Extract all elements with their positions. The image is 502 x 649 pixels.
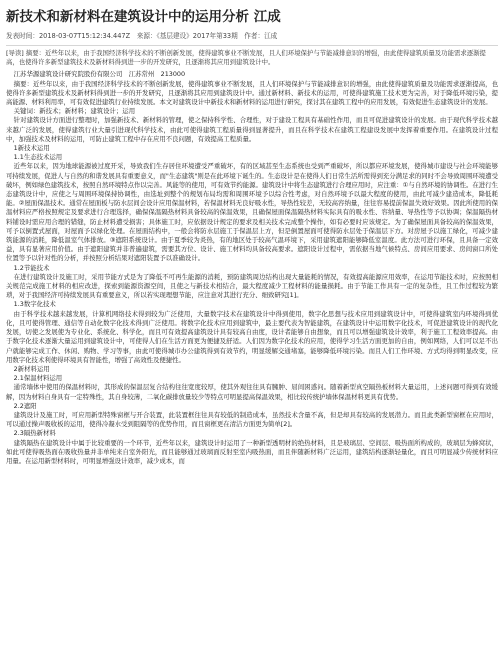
section-heading-2: 2新材料运用 [13,364,50,373]
intro-paragraph: 针对建筑设计方面进行整理时，加强新技术、新材料的管理，使之保持科学性、合理性，对于建设工程具有基础性作用，而且可促进建筑设计的发展。由于现代科学技术越来越广泛的发展，使得建筑行业大量引进现代科学技术，由此可使得建筑工程质量得到显著提升，而且在科学技术在建筑工程建设发展中发挥着重要作用。在建筑设计过程中，加强技术及材料的运用，可防止建筑工程中存在应用不良问题，有效提高工程质量。 [6,116,498,143]
subsection-heading-2-1: 2.1保温材料运用 [13,374,63,383]
subsection-heading-1-1: 1.1生态技术运用 [13,153,63,162]
paragraph-1-3: 由于科学技术越来越发展，计算机网络技术得到较为广泛使用，大量数字技术在建筑设计中得到使用，数字化思想与技术应用到建筑设计中，可使得建筑室内环境得到优化，且可使得管理、通信等自动化数字化技术得到广泛使用。将数字化技术应用到建筑中，最主要代表为智能建筑，在建筑设计中运用数字化技术，可促进建筑设计的现代化发展，切使之发展使为专业化、系统化、科学化，而且可有效提高建筑设计具有较高自由度，设计者能够自由想象，而且可以增强建筑设计效率，利于施工工程效率提高。由于数字化技术逐渐大量运用到建筑设计中，可使得人们在生活方面更为便捷及舒适。人们因为数字化技术的应用，使得学习生活方面更加的自由，例如网络，人们可以足不出户就能够完成工作、休闲、购物、学习等事，由此可使得城市办公建筑得到有效节约，明显缓解交通堵塞，能够降低环境污染。而且人们工作环境、方式均得到明显改变，应用数字化技术利使得环境具有智能性，增强了高效性及便捷性。 [6,309,498,364]
paragraph-2-1: 通常墙体中使用的保温材料时，其形成的保温层复合结构往往宽度较厚，使其外观往往具有臃肿、屈间困惑问。随着新型真空隔热板材料大量运用，上述问题可得到有效缓解，因为材料自身具有一定特殊性，其自身较薄，二氧化碳排放量较少等特点可明显提高保温效果，相比较传统护墙体保温材料更具有优势。 [6,383,498,401]
affiliation: 江苏华源建筑设计研究院股份有限公司 江苏常州 213000 [13,70,186,79]
paragraph-2-3: 建筑隔热在建筑设计中属于比较重要的一个环节，近些年以来，建筑设计时运用了一种新型透明材的绝热材料，且是玻璃层、空间层、吸热面所构成的，玻璃层为蜂窝状，如此可使得吸热面在吸收热量并非单纯来自室外阳光，而且能够通过玻璃面反射至室内吸热面，而且伴随新材料广泛运用，建筑结构逐渐轻量化，而且可明显减少传统材料应用量。在运用新型材料时，可明显增强设计效率，减少成本，而 [6,438,498,465]
paragraph-1-1: 近些年以来，因为地球能源被过度开采，导致我们生存居住环境遭受严重破坏，有的区域甚至生态系统也受到严重破坏，所以都应环境发展，使得城市建设与社会环境能够可持续发展，促进人与自然的和谐发展具有重要意义，而"生态建筑"则是在此环境下诞生的。生态设计是在使得人们日常生活所需得到充分满足求的同时不会导致周围环境遭受破坏，例如绿色建筑技术，按照自然环境特点作以完善。风能等的使用，可有效节约能源。建筑设计中将生态建筑进行合理应用时，应注重：①与自然环境的协调性。在进行生态建筑设计中，应使之与周围环境保持协调性，由选址到整个的规划布局均需和周围环境予以综合性考虑，对自然环境予以最大程度的使用，由此可减少建造成本，降低耗能。②屋面保温技术。通常在屋面板与防水层间会设计应用保温材料，若保温材料无良好吸水性，导热性较差，无较高容纳量，往往容易提前保温失效好效果。因此所使用的保温材料应严格按照规定及要求进行合理选择，确保保温隔热材料具备较高的保温效果，且确保屋面保温隔热材料实际具有的吸水性、容纳量、导热性等予以协调；保温隔热材料铺设时需应用合理的错缝，防止材料遭受损害；具体施工时，应依据设计规定的要求及相关技术完成整个操作，如有必要时应该规定。为了确保屋面具备较高的保温效果，可予以倒置式屋面，对屋面予以绿化处理。在屋面结构中，一般会将防水层施工于保温层上方，但是倒置屋面可使得防水层处于保温层下方。对房屋予以施工绿化，可减少建筑能源的消耗，降低温室气体排放。③遮阳系统设计。由于夏季较为炎热，有的地区处于较高气温环境下，采用建筑遮阳能够降低室温度。此方法可进行环保，且具备一定效益，具有显著应用价值。由于遮阳建筑并非普遍建筑，需要其方位、设计、施工材料均具备较高要求。遮阳设计过程中，需依据当地气候特点、房间应用要求、房间窗口所处位置等予以针对性的分析，并按照分析结果对遮阳装置予以准确设计。 [6,162,498,263]
article-title: 新技术和新材料在建筑设计中的运用分析 江成 [6,9,281,25]
paragraph-1-2: 在进行建筑设计及施工时，采用节能方式是为了降低不可再生能源的消耗，预防建筑周边结构出现大量能耗的情况，有效提高能源应用效率，在运用节能技术时，应按照相关规范完成施工材料的相应改进，探索到能源资源空间，且使之与新技术相结合，最大程度减少工程材料的能量损耗。由于节能工作具有一定的复杂性，且工作过程较为繁琐，对于我国经济可持续发展具有重要意义，所以若实现理想节能，应注意对其进行充分、细致研究[1]。 [6,272,498,300]
subsection-heading-2-3: 2.3隔热新材料 [13,429,56,438]
subsection-heading-1-3: 1.3数字化技术 [13,300,56,309]
divider [6,45,498,46]
paragraph-2-2: 建筑设计及施工时，可应用新型特殊窗框与开合装置，此装置框往往具有较低的制造成本，虽然技术含量不高，但是却具有较高的发展潜力。而且此类新型窗框在应用时，可以通过操声吸收板的运用，使得冷凝水受到阻隔等的优势作用，而且窗框更在清洁方面更为简单[2]。 [6,410,498,429]
section-heading-1: 1新技术运用 [13,144,50,153]
subsection-heading-1-2: 1.2节能技术 [13,263,50,272]
subsection-heading-2-2: 2.2遮阳 [13,401,37,410]
summary: 摘要：近些年以来，由于我国经济科学技术的不断创新发展，使得建筑事业不断发展，且人们环境保护与节能减排意识的增强，由此使得建筑质量及功能需求逐渐提高，也使得许多新型建筑技术及新材料得到进一步的开发研究，且逐渐将其应用到建筑设计中。通过新材料、新技术的运用，可使得建筑施工技术更为完善，对于降低环境污染，提高能源、材料利用率，可有效促进建筑行业持续发展。本文对建筑设计中新技术和新材料的运用进行研究，探讨其在建筑工程中的应用发展，有效促进生态建筑设计的发展。 [6,79,498,107]
guide-abstract: [导读] 摘要：近些年以来，由于我国经济科学技术的不断创新发展，使得建筑事业不断发展，且人们环境保护与节能减排意识的增强，由此使得建筑质量及功能需求逐渐提高，也使得许多新型建筑技术及新材料得到进一步的开发研究，且逐渐将其应用到建筑设计中。 [6,49,486,67]
article-meta: 发表时间：2018-03-07T15:12:34.447Z 来源：《基层建设》2017年第33期 作者：江成 [6,32,278,40]
keywords: 关键词：新技术；新材料；建筑设计；运用 [13,107,136,116]
